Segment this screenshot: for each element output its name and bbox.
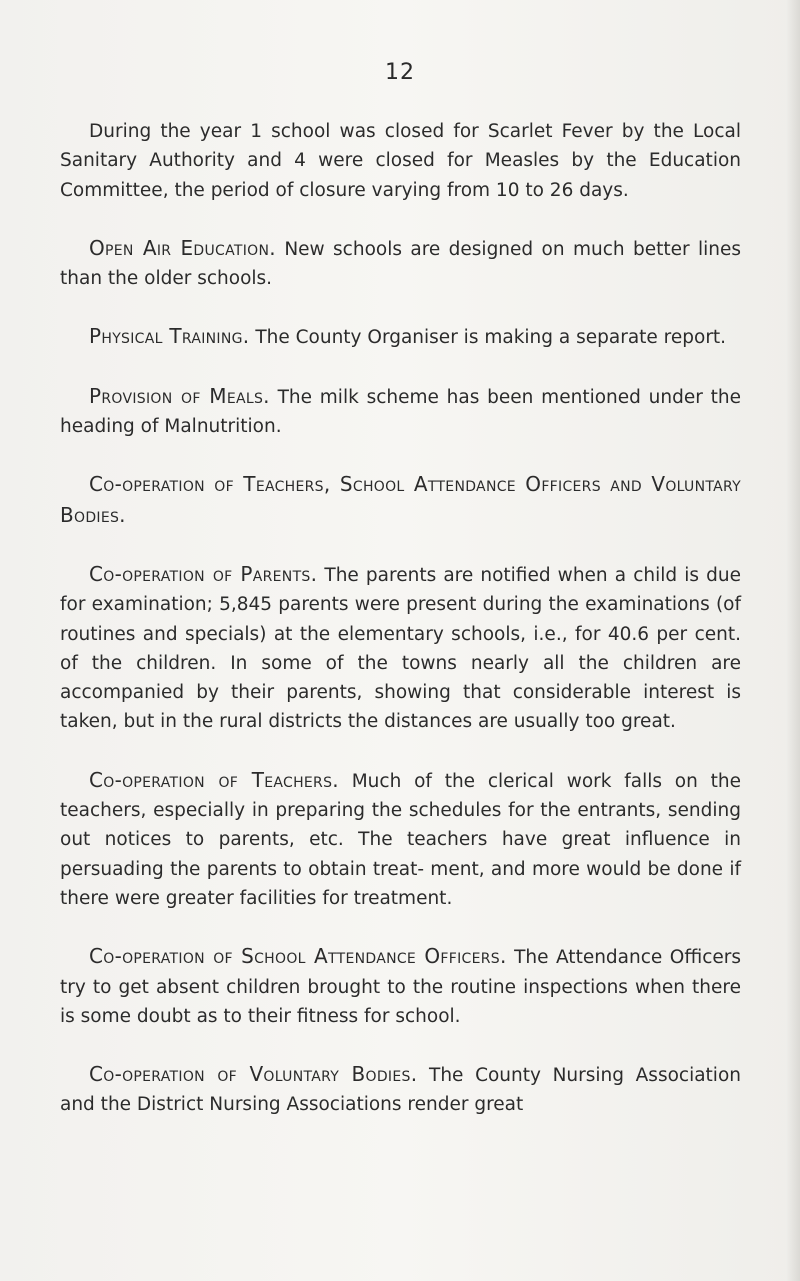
section-heading: Open Air Education.: [89, 235, 276, 260]
section-heading: Co-operation of Parents.: [89, 561, 318, 586]
paragraph-school-closures: [60, 117, 741, 205]
paragraph-text: Much of the clerical work falls on the teachers, especially in preparing the schedules for the entrants, sending out notices to parents, etc. The teachers have great influence in persuading the parents to obtain treat- ment, and more would be done if there were greater facilities for treatment.: [60, 770, 741, 909]
paragraph-co-operation-teachers: [60, 766, 741, 913]
document-body: [60, 117, 741, 1149]
section-heading: Co-operation of Teachers, School Attendance Officers and Voluntary Bodies.: [60, 472, 741, 527]
paragraph-text: The County Nursing Association and the District Nursing Associations render great: [60, 1065, 741, 1116]
paragraph-text: The Attendance Officers try to get absent children brought to the routine inspections when there is some doubt as to their fitness for school.: [60, 947, 742, 1027]
paragraph-physical-training: [60, 322, 741, 352]
section-heading: Co-operation of Voluntary Bodies.: [89, 1062, 418, 1087]
section-heading: Co-operation of School Attendance Officers.: [89, 944, 507, 969]
section-heading: Physical Training.: [89, 324, 250, 349]
paragraph-open-air-education: [60, 234, 741, 294]
paragraph-text: The milk scheme has been mentioned under the heading of Malnutrition.: [60, 386, 741, 438]
paragraph-co-operation-attendance-officers: [60, 942, 741, 1031]
paragraph-co-operation-voluntary-bodies: [60, 1060, 741, 1120]
section-heading: Provision of Meals.: [89, 383, 270, 408]
paragraph-co-operation-overview: [60, 470, 741, 531]
paragraph-text: The County Organiser is making a separate report.: [255, 327, 727, 349]
paragraph-text: During the year 1 school was closed for Scarlet Fever by the Local Sanitary Authority and 4 were closed for Measles by the Education Committee, the period of closure varying from 10 to 26 days.: [60, 121, 741, 201]
paragraph-text: The parents are notified when a child is due for examination; 5,845 parents were present during the examinations (of routines and specials) at the elementary schools, i.e., for 40.6 per cent. of the children. In some of the towns nearly all the children are accompanied by their parents, showing that considerable interest is taken, but in the rural districts the distances are usually too great.: [60, 564, 741, 733]
paragraph-text: New schools are designed on much better lines than the older schools.: [60, 238, 742, 290]
page-number: 12: [385, 60, 415, 85]
paragraph-co-operation-parents: [60, 560, 741, 737]
paragraph-provision-of-meals: [60, 382, 741, 442]
section-heading: Co-operation of Teachers.: [89, 767, 339, 792]
page-edge-shadow: [786, 0, 800, 1281]
